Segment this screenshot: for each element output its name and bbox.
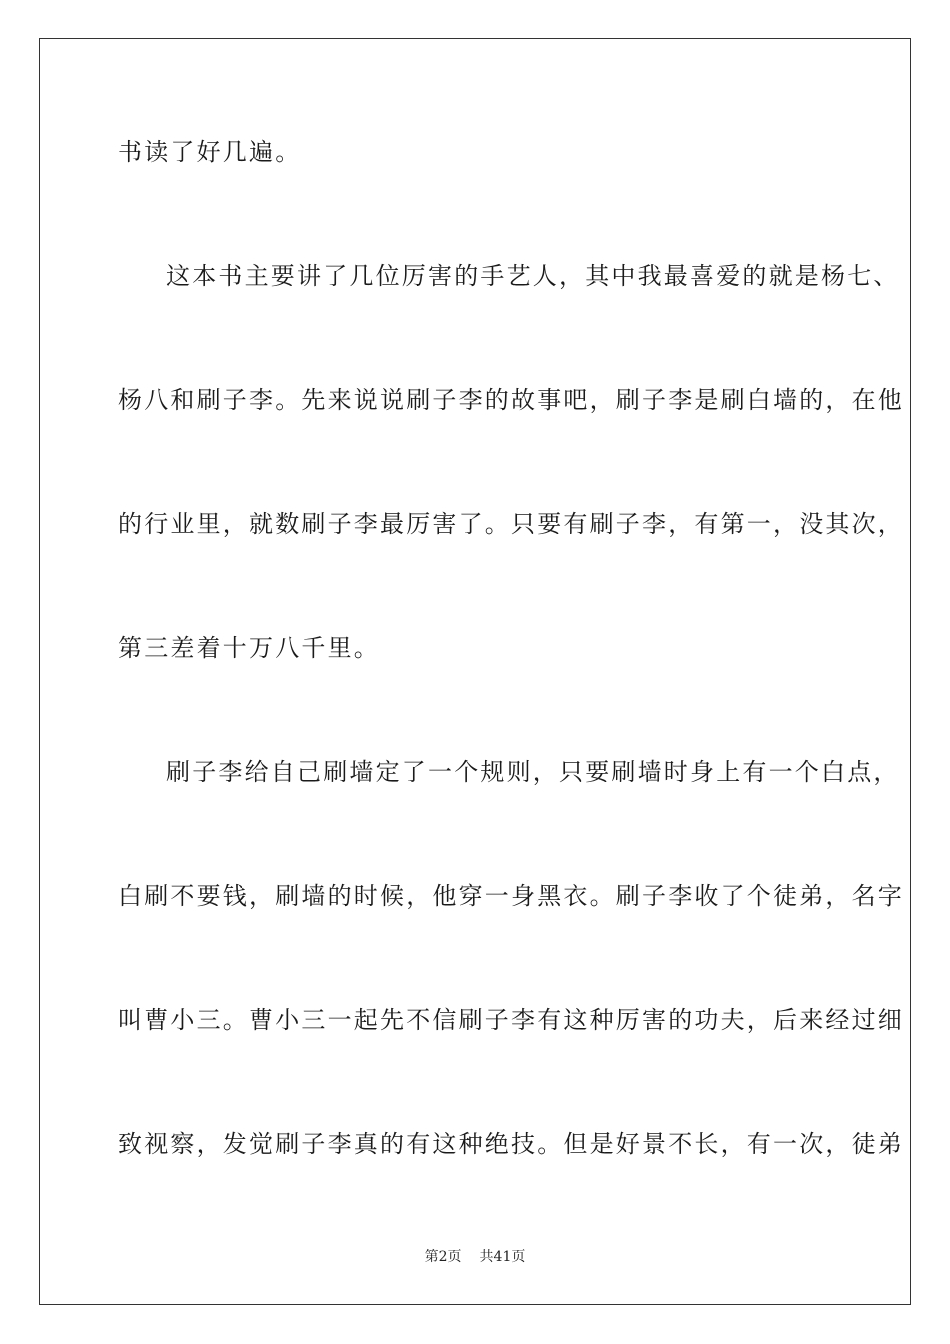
- page-total: 共41页: [479, 1249, 526, 1265]
- text-line: 这本书主要讲了几位厉害的手艺人，其中我最喜爱的就是杨七、: [166, 262, 900, 290]
- text-line: 刷子李给自己刷墙定了一个规则，只要刷墙时身上有一个白点，: [166, 758, 900, 786]
- text-line: 第三差着十万八千里。: [118, 634, 380, 662]
- text-line: 书读了好几遍。: [118, 138, 302, 166]
- page-footer: [0, 1248, 950, 1266]
- text-line: 的行业里，就数刷子李最厉害了。只要有刷子李，有第一，没其次，: [118, 510, 904, 538]
- text-line: 叫曹小三。曹小三一起先不信刷子李有这种厉害的功夫，后来经过细: [118, 1006, 904, 1034]
- text-line: 白刷不要钱，刷墙的时候，他穿一身黑衣。刷子李收了个徒弟，名字: [118, 882, 904, 910]
- text-line: 杨八和刷子李。先来说说刷子李的故事吧，刷子李是刷白墙的，在他: [118, 386, 904, 414]
- page-border: [39, 38, 911, 1305]
- text-line: 致视察，发觉刷子李真的有这种绝技。但是好景不长，有一次，徒弟: [118, 1130, 904, 1158]
- page-number: 第2页: [424, 1249, 462, 1265]
